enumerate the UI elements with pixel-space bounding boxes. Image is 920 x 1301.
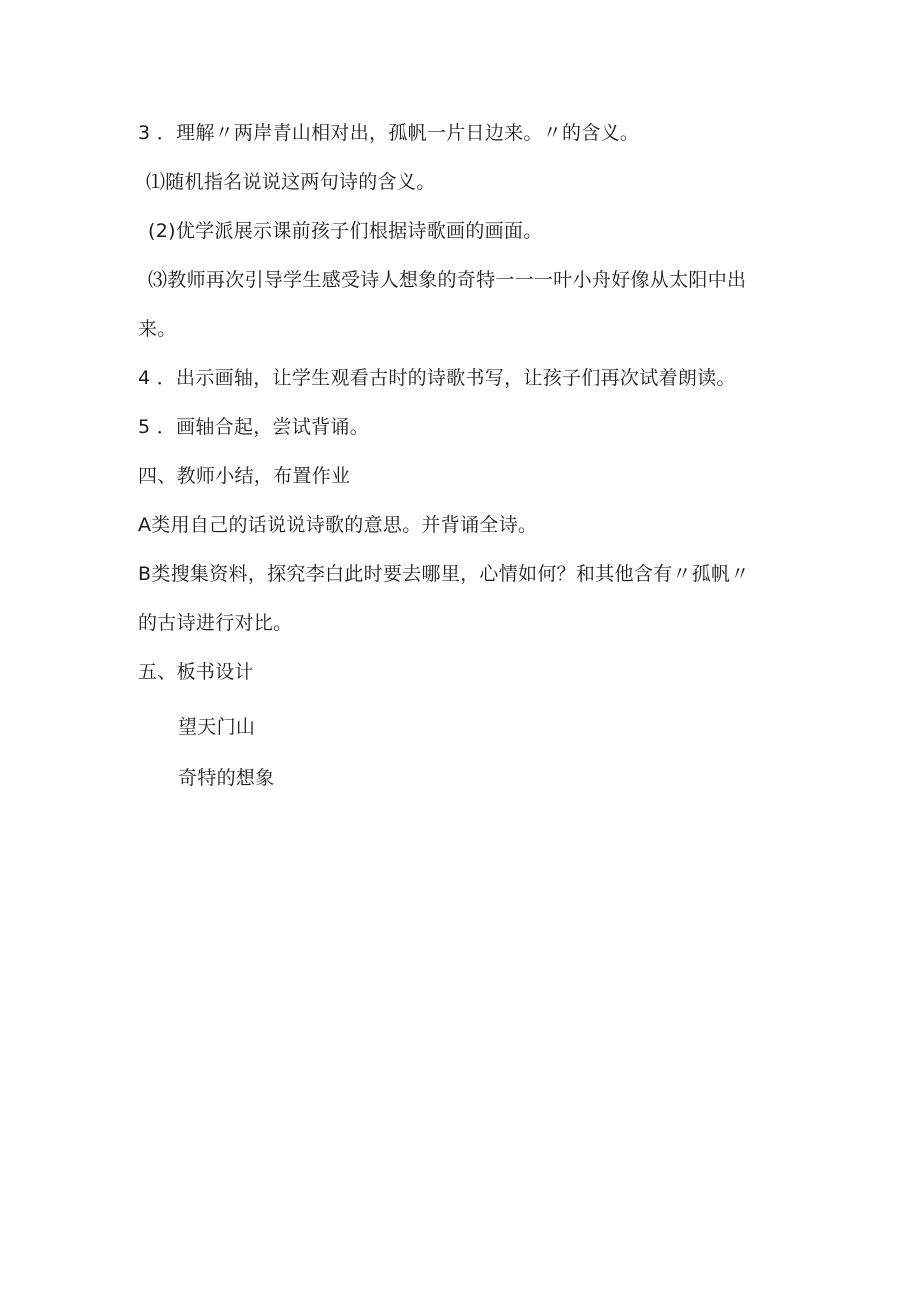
section-4-heading: 四、教师小结，布置作业 xyxy=(138,465,351,487)
homework-b: B类搜集资料，探究李白此时要去哪里，心情如何？和其他含有〃孤帆〃 xyxy=(138,563,750,585)
homework-b-continuation: 的古诗进行对比。 xyxy=(138,612,293,634)
substep-3-guide-imagination: ⑶教师再次引导学生感受诗人想象的奇特一一一叶小舟好像从太阳中出 xyxy=(148,269,747,291)
step-3-understand-verse: 3 ．理解〃两岸青山相对出，孤帆一片日边来。〃的含义。 xyxy=(138,122,640,144)
board-keyword: 奇特的想象 xyxy=(178,767,275,789)
substep-2-show-pictures: (2)优学派展示课前孩子们根据诗歌画的画面。 xyxy=(148,220,543,242)
substep-3-continuation: 来。 xyxy=(138,318,177,340)
step-5-recite: 5 ．画轴合起，尝试背诵。 xyxy=(138,416,370,438)
homework-a: A类用自己的话说说诗歌的意思。并背诵全诗。 xyxy=(138,514,538,536)
section-5-heading: 五、板书设计 xyxy=(138,661,254,683)
substep-1-explain-meaning: ⑴随机指名说说这两句诗的含义。 xyxy=(146,171,436,193)
step-4-show-scroll: 4 ．出示画轴，让学生观看古时的诗歌书写，让孩子们再次试着朗读。 xyxy=(138,367,736,389)
board-title: 望天门山 xyxy=(178,716,256,738)
